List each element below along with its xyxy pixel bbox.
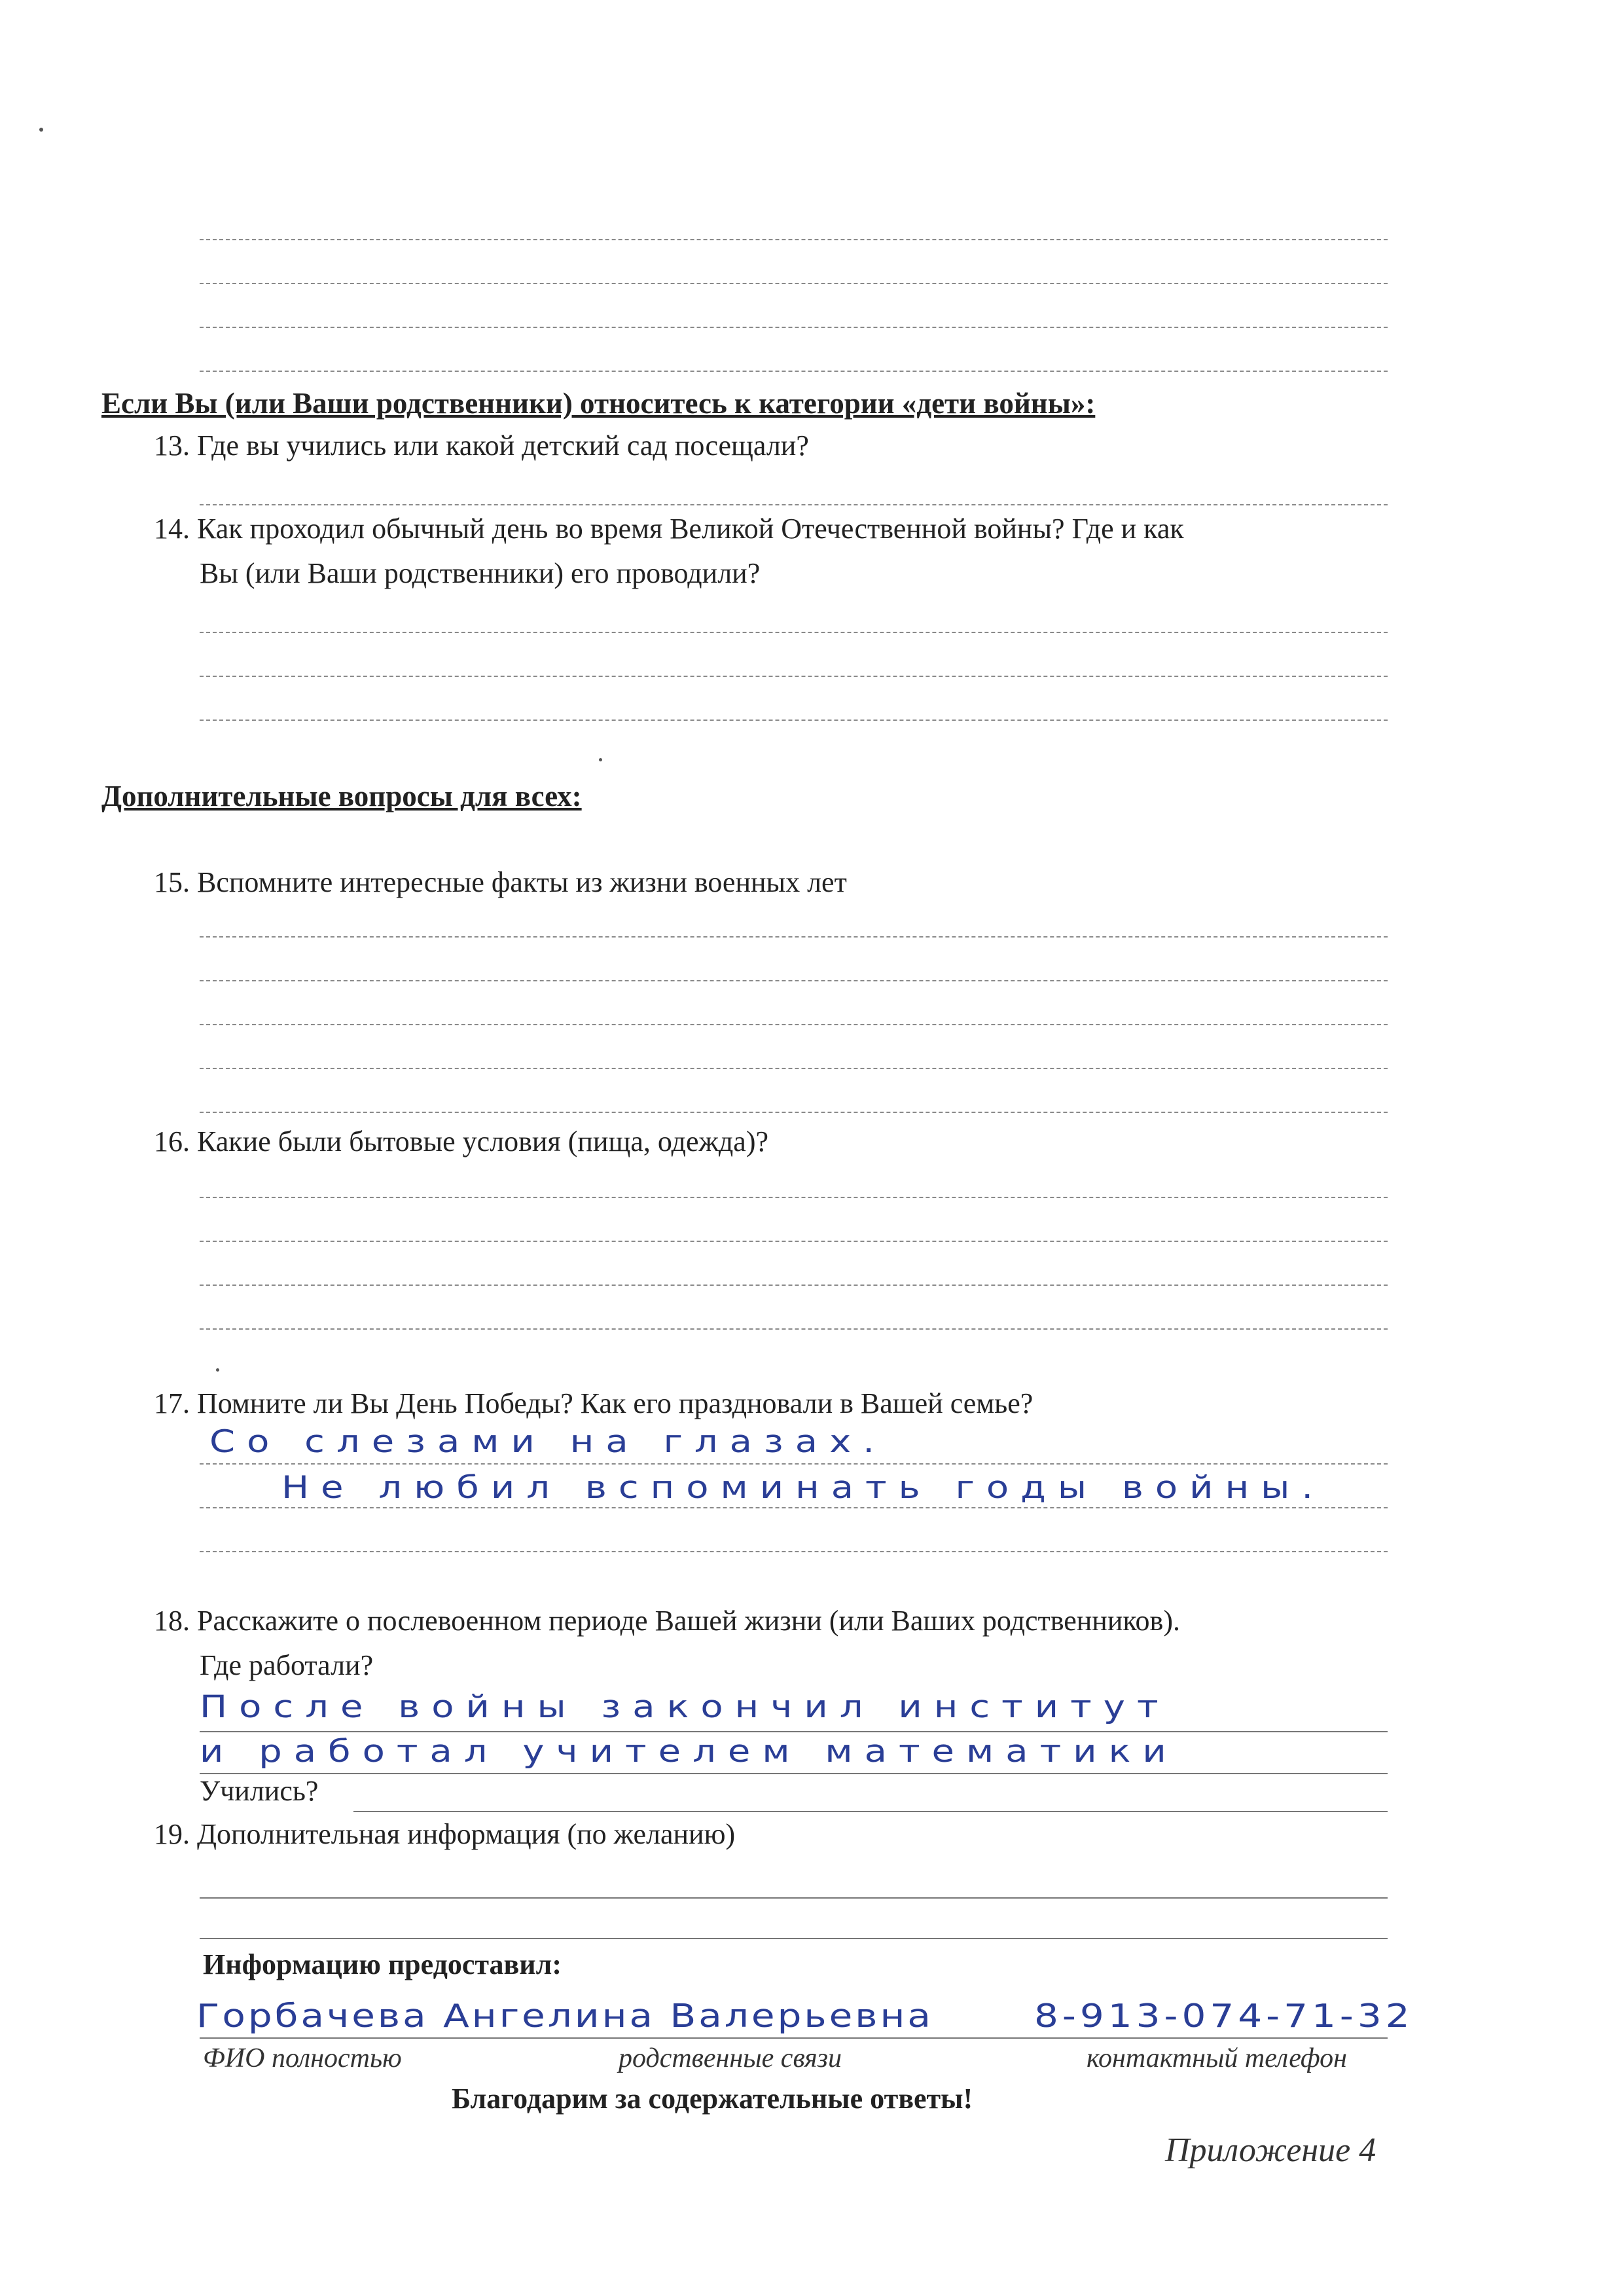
signature-line [200,2037,1388,2039]
answer-line [200,720,1388,721]
answer-line [200,1463,1388,1465]
answer-line [200,980,1388,981]
answer-line [200,1068,1388,1069]
section-heading-children-of-war: Если Вы (или Ваши родственники) относитесь к категории «дети войны»: [101,387,1096,420]
answer-line [200,1938,1388,1939]
question-16: 16. Какие были бытовые условия (пища, одежда)? [154,1125,769,1157]
answer-line [200,1197,1388,1198]
scan-speck [599,758,602,761]
answer-line [200,1285,1388,1286]
question-15: 15. Вспомните интересные факты из жизни военных лет [154,866,847,898]
answer-line [200,632,1388,633]
scan-speck [216,1368,219,1372]
answer-line [200,239,1388,240]
question-19: 19. Дополнительная информация (по желанию) [154,1818,736,1850]
section-heading-additional: Дополнительные вопросы для всех: [101,780,582,812]
answer-line [200,1328,1388,1330]
question-18-line1: 18. Расскажите о послевоенном периоде Вашей жизни (или Ваших родственников). [154,1605,1180,1637]
appendix-label: Приложение 4 [1165,2132,1376,2169]
handwritten-name: Горбачева Ангелина Валерьевна [196,1997,933,2035]
answer-line [200,936,1388,938]
question-14-line1: 14. Как проходил обычный день во время Великой Отечественной войны? Где и как [154,513,1184,545]
answer-line [200,327,1388,328]
answer-line [200,371,1388,372]
question-18-line2: Где работали? [200,1649,374,1681]
handwritten-answer-18-line2: и работал учителем математики [200,1733,1178,1770]
provided-by-label: Информацию предоставил: [203,1948,562,1980]
answer-line [200,1507,1388,1508]
thanks-text: Благодарим за содержательные ответы! [452,2083,973,2115]
answer-line [200,1024,1388,1025]
question-14-line2: Вы (или Ваши родственники) его проводили? [200,557,761,589]
answer-line [200,1897,1388,1899]
question-13: 13. Где вы учились или какой детский сад посещали? [154,429,809,462]
question-18-studied: Учились? [200,1775,319,1807]
answer-line [200,504,1388,505]
answer-line [200,676,1388,677]
answer-line [200,1551,1388,1552]
answer-line [200,1773,1388,1774]
handwritten-answer-17-line1: Со слезами на глазах. [209,1423,887,1460]
handwritten-answer-17-line2: Не любил вспоминать годы войны. [281,1469,1325,1506]
caption-fio: ФИО полностью [203,2043,402,2073]
handwritten-phone: 8-913-074-71-32 [1034,1997,1414,2035]
scan-speck [39,128,43,132]
handwritten-answer-18-line1: После войны закончил институт [200,1688,1170,1725]
question-17: 17. Помните ли Вы День Победы? Как его праздновали в Вашей семье? [154,1387,1034,1419]
answer-line [353,1811,1388,1812]
answer-line [200,283,1388,284]
answer-line [200,1241,1388,1242]
caption-phone: контактный телефон [1087,2043,1347,2073]
answer-line [200,1112,1388,1113]
caption-relation: родственные связи [619,2043,842,2073]
answer-line [200,1731,1388,1732]
